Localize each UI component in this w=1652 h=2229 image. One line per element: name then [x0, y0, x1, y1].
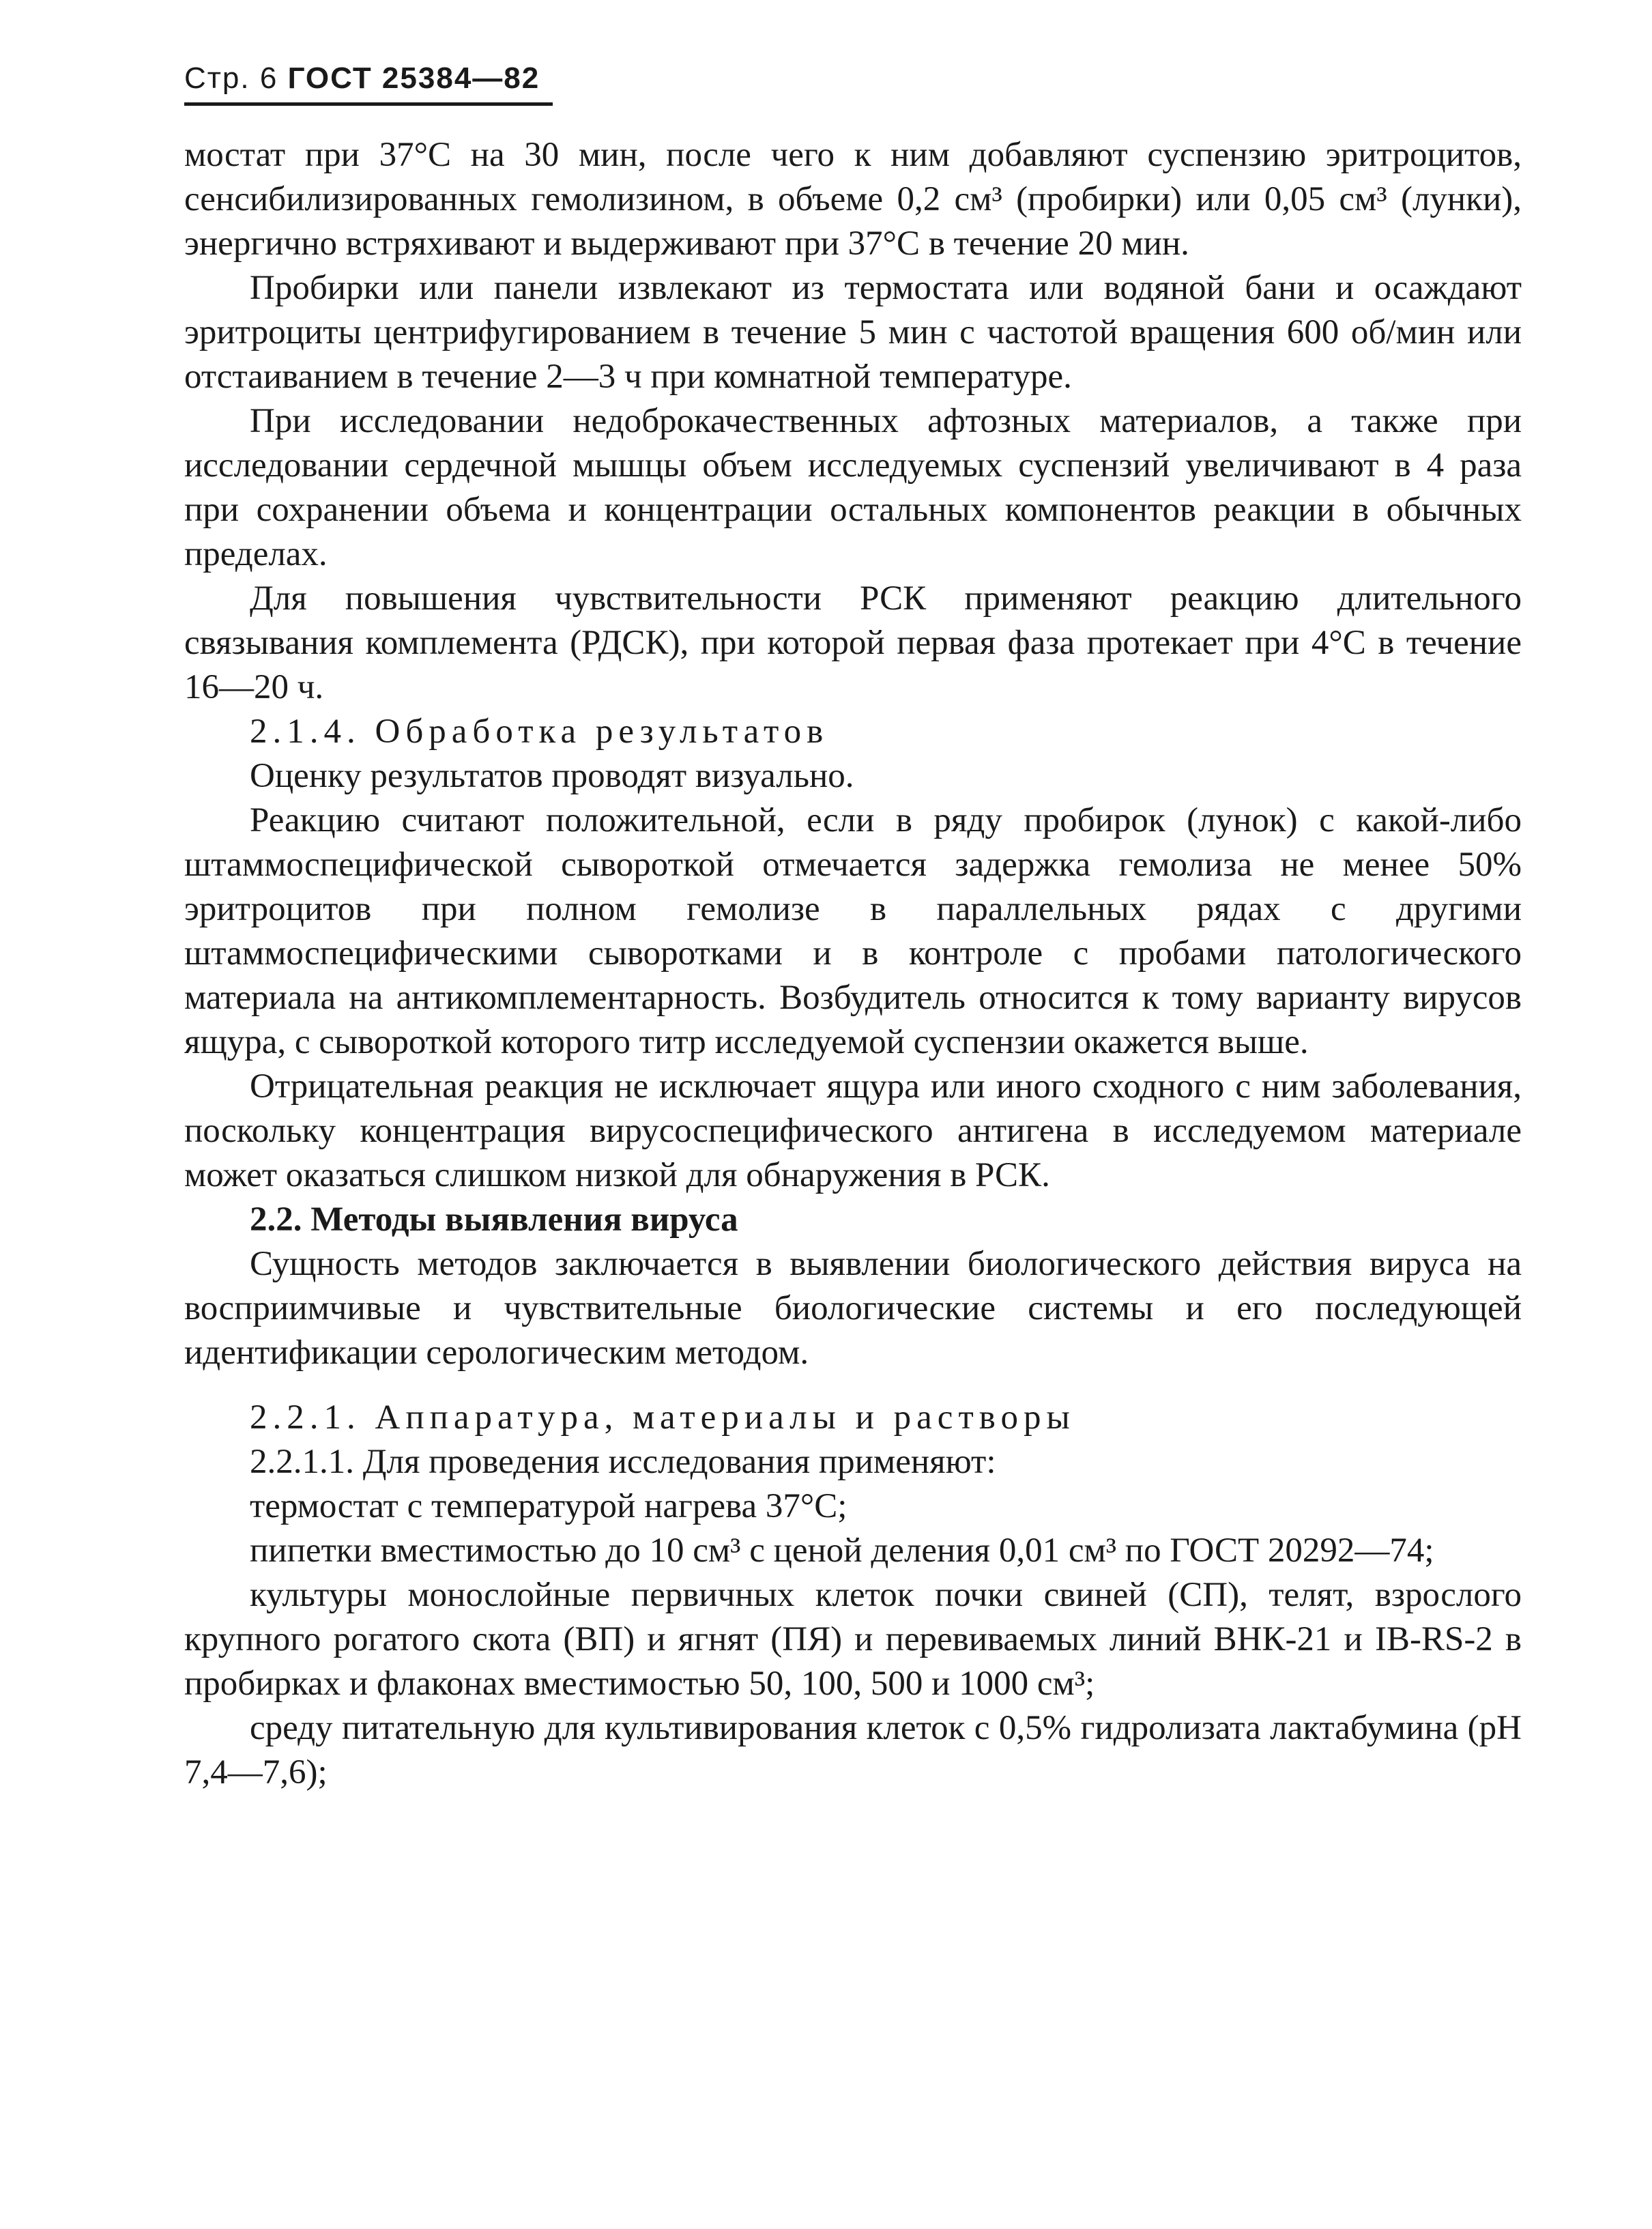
body-text	[184, 133, 1522, 1795]
paragraph: 2.2.1.1. Для проведения исследования применяют:	[250, 1443, 996, 1481]
paragraph: мостат при 37°С на 30 мин, после чего к ним добавляют суспензию эритроцитов, сенсибилизированных гемолизином, в объеме 0,2 см³ (пробирки) или 0,05 см³ (лунки), энергично встряхивают и выдерживают при 37°С в течение 20 мин.	[184, 136, 1522, 263]
page-label: Стр. 6	[184, 61, 278, 95]
paragraph: Реакцию считают положительной, если в ряду пробирок (лунок) с какой-либо штаммоспецифической сывороткой отмечается задержка гемолиза не менее 50% эритроцитов при полном гемолизе в параллельных рядах с другими штаммоспецифическими сыворотками и в контроле с пробами патологического материала на антикомплементарность. Возбудитель относится к тому варианту вирусов ящура, с сывороткой которого титр исследуемой суспензии окажется выше.	[184, 801, 1522, 1061]
list-item: культуры монослойные первичных клеток почки свиней (СП), телят, взрослого крупного рогатого скота (ВП) и ягнят (ПЯ) и перевиваемых линий ВНК-21 и IB-RS-2 в пробирках и флаконах вместимостью 50, 100, 500 и 1000 см³;	[184, 1576, 1522, 1703]
paragraph: Отрицательная реакция не исключает ящура или иного сходного с ним заболевания, поскольку концентрация вирусоспецифического антигена в исследуемом материале может оказаться слишком низкой для обнаружения в РСК.	[184, 1067, 1522, 1194]
standard-number: ГОСТ 25384—82	[287, 61, 540, 95]
section-heading-2-1-4: 2.1.4. Обработка результатов	[250, 713, 829, 751]
list-item: термостат с температурой нагрева 37°С;	[250, 1487, 847, 1525]
paragraph: Для повышения чувствительности РСК применяют реакцию длительного связывания комплемента (РДСК), при которой первая фаза протекает при 4°С в течение 16—20 ч.	[184, 579, 1522, 706]
document-page	[184, 61, 1522, 1795]
paragraph: Оценку результатов проводят визуально.	[250, 757, 854, 795]
section-heading-2-2-1: 2.2.1. Аппаратура, материалы и растворы	[250, 1398, 1075, 1437]
section-heading-2-2: 2.2. Методы выявления вируса	[250, 1200, 738, 1239]
paragraph: При исследовании недоброкачественных афтозных материалов, а также при исследовании сердечной мышцы объем исследуемых суспензий увеличивают в 4 раза при сохранении объема и концентрации остальных компонентов реакции в обычных пределах.	[184, 402, 1522, 573]
paragraph: Пробирки или панели извлекают из термостата или водяной бани и осаждают эритроциты центрифугированием в течение 5 мин с частотой вращения 600 об/мин или отстаиванием в течение 2—3 ч при комнатной температуре.	[184, 269, 1522, 396]
page-header	[184, 61, 553, 106]
list-item: среду питательную для культивирования клеток с 0,5% гидролизата лактабумина (рН 7,4—7,6);	[184, 1709, 1522, 1792]
list-item: пипетки вместимостью до 10 см³ с ценой деления 0,01 см³ по ГОСТ 20292—74;	[250, 1531, 1434, 1570]
paragraph: Сущность методов заключается в выявлении биологического действия вируса на восприимчивые и чувствительные биологические системы и его последующей идентификации серологическим методом.	[184, 1245, 1522, 1372]
